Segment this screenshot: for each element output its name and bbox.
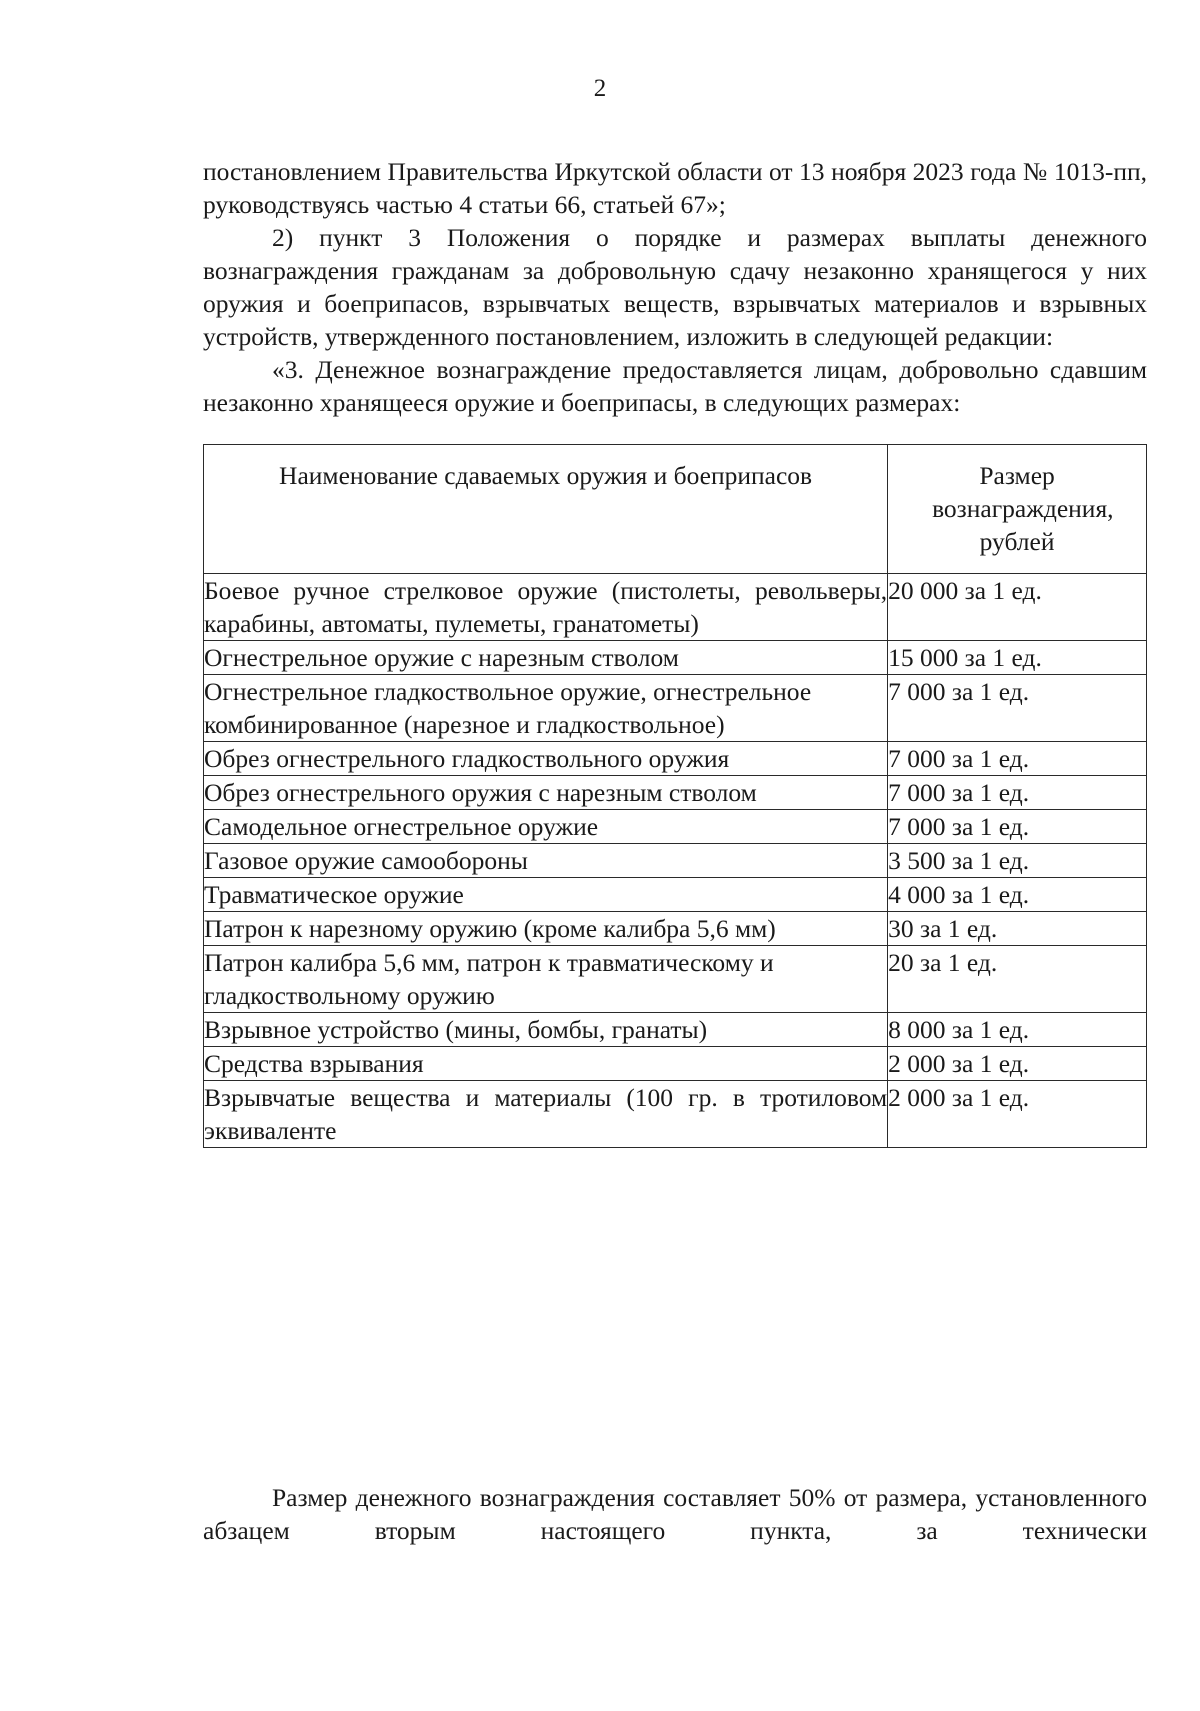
weapon-name: Газовое оружие самообороны: [204, 844, 888, 878]
page-number: 2: [593, 75, 607, 102]
paragraph-resolution-reference: постановлением Правительства Иркутской области от 13 ноября 2023 года № 1013-пп, руководствуясь частью 4 статьи 66, статьей 67»;: [203, 157, 1147, 219]
paragraph-item-2: 2) пункт 3 Положения о порядке и размерах выплаты денежного вознаграждения гражданам за добровольную сдачу незаконно хранящегося у них оружия и боеприпасов, взрывчатых веществ, взрывчатых материалов и взрывных устройств, утвержденного постановлением, изложить в следующей редакции:: [203, 223, 1147, 351]
header-reward-amount-text: Размер вознаграждения, рублей: [932, 461, 1114, 556]
closing-text: [203, 1481, 1147, 1547]
table-row: [204, 878, 1147, 912]
table-row: [204, 742, 1147, 776]
weapon-name: Взрывное устройство (мины, бомбы, гранаты): [204, 1013, 888, 1047]
reward-amount: 20 за 1 ед.: [888, 946, 1147, 1013]
reward-amount: 30 за 1 ед.: [888, 912, 1147, 946]
reward-amount: 7 000 за 1 ед.: [888, 776, 1147, 810]
table-row: [204, 776, 1147, 810]
paragraph-item-3: «3. Денежное вознаграждение предоставляется лицам, добровольно сдавшим незаконно хранящееся оружие и боеприпасы, в следующих размерах:: [203, 355, 1147, 417]
reward-amount: 3 500 за 1 ед.: [888, 844, 1147, 878]
header-reward-amount: [888, 445, 1147, 574]
table-row: [204, 1047, 1147, 1081]
table-row: [204, 946, 1147, 1013]
header-weapon-name: Наименование сдаваемых оружия и боеприпасов: [204, 445, 888, 574]
reward-amount: 20 000 за 1 ед.: [888, 574, 1147, 641]
table-row: [204, 1013, 1147, 1047]
table-header-row: [204, 445, 1147, 574]
weapon-name: Огнестрельное оружие с нарезным стволом: [204, 641, 888, 675]
table-row: [204, 574, 1147, 641]
table-row: [204, 912, 1147, 946]
weapon-name: Травматическое оружие: [204, 878, 888, 912]
table-row: [204, 675, 1147, 742]
weapon-name: Патрон калибра 5,6 мм, патрон к травматическому и гладкоствольному оружию: [204, 946, 888, 1013]
weapon-name: Огнестрельное гладкоствольное оружие, огнестрельное комбинированное (нарезное и гладкоствольное): [204, 675, 888, 742]
paragraph-reward-reduction: Размер денежного вознаграждения составляет 50% от размера, установленного абзацем вторым настоящего пункта, за технически: [203, 1483, 1147, 1545]
reward-amount: 15 000 за 1 ед.: [888, 641, 1147, 675]
weapon-name: Обрез огнестрельного гладкоствольного оружия: [204, 742, 888, 776]
reward-amount: 7 000 за 1 ед.: [888, 810, 1147, 844]
table-row: [204, 1081, 1147, 1148]
reward-table: [203, 444, 1147, 1148]
weapon-name: Средства взрывания: [204, 1047, 888, 1081]
reward-amount: 7 000 за 1 ед.: [888, 675, 1147, 742]
table-row: [204, 810, 1147, 844]
reward-amount: 8 000 за 1 ед.: [888, 1013, 1147, 1047]
reward-amount: 7 000 за 1 ед.: [888, 742, 1147, 776]
reward-amount: 2 000 за 1 ед.: [888, 1081, 1147, 1148]
reward-amount: 4 000 за 1 ед.: [888, 878, 1147, 912]
table-row: [204, 641, 1147, 675]
weapon-name: Обрез огнестрельного оружия с нарезным стволом: [204, 776, 888, 810]
weapon-name: Боевое ручное стрелковое оружие (пистолеты, револьверы, карабины, автоматы, пулеметы, гранатометы): [204, 574, 888, 641]
intro-text: [203, 155, 1147, 419]
weapon-name: Взрывчатые вещества и материалы (100 гр. в тротиловом эквиваленте: [204, 1081, 888, 1148]
weapon-name: Патрон к нарезному оружию (кроме калибра 5,6 мм): [204, 912, 888, 946]
weapon-name: Самодельное огнестрельное оружие: [204, 810, 888, 844]
reward-amount: 2 000 за 1 ед.: [888, 1047, 1147, 1081]
table-row: [204, 844, 1147, 878]
